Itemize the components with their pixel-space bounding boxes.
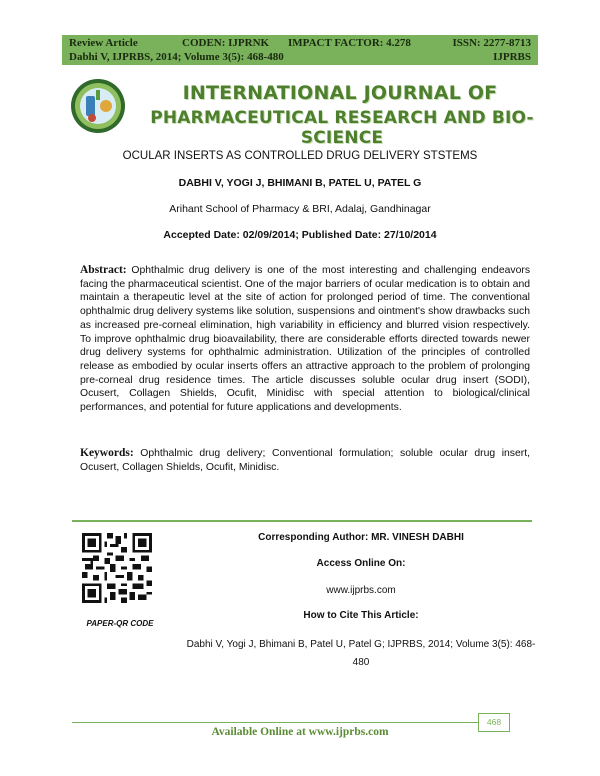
keywords-label: Keywords: (80, 447, 134, 459)
abstract-label: Abstract: (80, 264, 127, 276)
article-title: OCULAR INSERTS AS CONTROLLED DRUG DELIVERY STSTEMS (122, 150, 478, 162)
abstract (80, 264, 530, 415)
access-online-url[interactable]: www.ijprbs.com (326, 585, 396, 596)
access-online-label: Access Online On: (316, 558, 406, 569)
qr-code-label: PAPER-QR CODE (86, 619, 154, 628)
footer-rule (72, 722, 478, 723)
section-divider (72, 520, 532, 522)
keywords-text: Ophthalmic drug delivery; Conventional formulation; soluble ocular drug insert, Ocusert, Collagen Shields, Ocufit, Minidisc. (80, 448, 530, 473)
article-authors: DABHI V, YOGI J, BHIMANI B, PATEL U, PATEL G (178, 177, 422, 189)
citation-text: Dabhi V, Yogi J, Bhimani B, Patel U, Patel G; IJPRBS, 2014; Volume 3(5): 468-480 (186, 639, 536, 668)
citation-short: Dabhi V, IJPRBS, 2014; Volume 3(5): 468-480 (69, 51, 284, 63)
journal-title-line-1: INTERNATIONAL JOURNAL OF (182, 82, 498, 104)
page-number: 468 (478, 713, 510, 732)
journal-logo (70, 78, 126, 134)
how-to-cite-label: How to Cite This Article: (303, 610, 419, 621)
article-type: Review Article (69, 37, 138, 49)
coden: CODEN: IJPRNK (182, 37, 270, 49)
issn: ISSN: 2277-8713 (452, 37, 531, 49)
journal-title-line-2: PHARMACEUTICAL RESEARCH AND BIO-SCIENCE (150, 108, 534, 148)
available-online[interactable]: Available Online at www.ijprbs.com (211, 726, 389, 738)
qr-code (82, 532, 152, 604)
impact-factor: IMPACT FACTOR: 4.278 (288, 37, 411, 49)
journal-abbreviation: IJPRBS (493, 51, 531, 63)
corresponding-author: Corresponding Author: MR. VINESH DABHI (258, 532, 464, 543)
keywords (80, 446, 530, 475)
article-affiliation: Arihant School of Pharmacy & BRI, Adalaj, Gandhinagar (169, 203, 431, 215)
abstract-text: Ophthalmic drug delivery is one of the most interesting and challenging endeavors facing the pharmaceutical scientist. One of the major barriers of ocular medication is to obtain and maintain a therapeutic level at the site of action for prolonged period of time. The conventional ophthalmic drug delivery systems like solution, suspensions and ointment's show drawbacks such as increased pre-corneal elimination, high variability in efficiency and blurred vision respectively. To improve ophthalmic drug bioavailability, there are considerable efforts directed towards newer drug delivery systems for ophthalmic administration. Utilization of the principles of controlled release as embodied by ocular inserts offers an attractive approach to the problem of prolonging pre-corneal drug residence times. The article discusses soluble ocular drug insert (SODI), Ocusert, Collagen Shields, Ocufit, Minidisc with special attention to biological/clinical performances, and potential for future applications and developments. (80, 265, 531, 414)
journal-header-band (62, 35, 538, 65)
article-dates: Accepted Date: 02/09/2014; Published Date: 27/10/2014 (163, 229, 437, 241)
